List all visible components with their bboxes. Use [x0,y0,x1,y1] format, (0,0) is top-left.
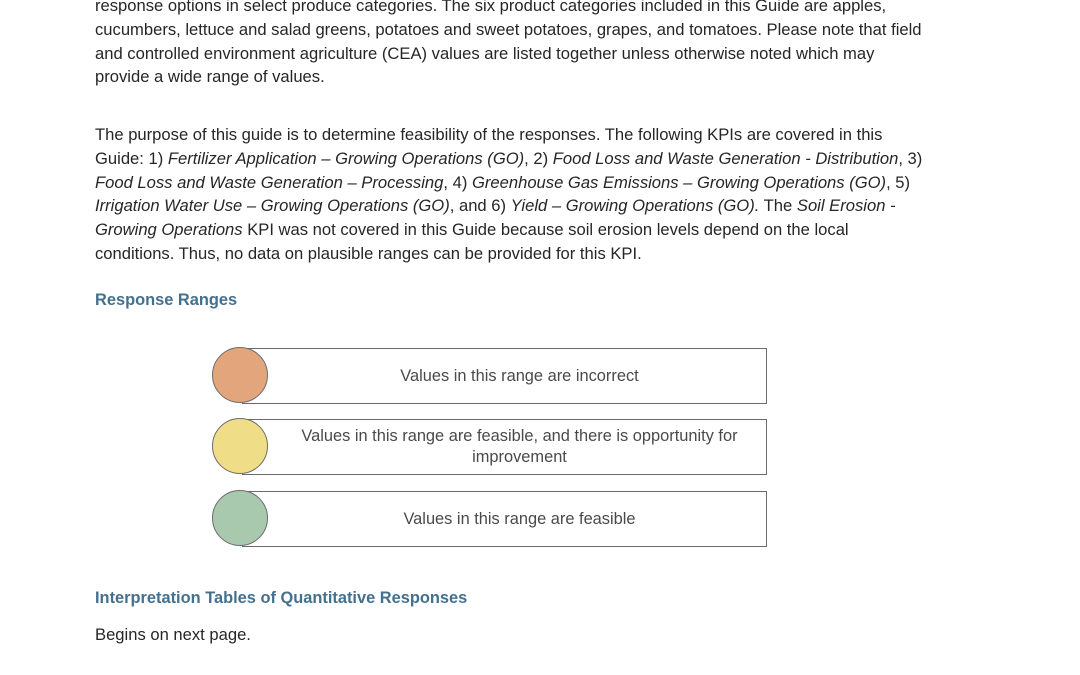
kpi-food-loss-processing: Food Loss and Waste Generation – Processing [95,172,444,192]
legend-row-incorrect [212,348,768,406]
legend-box [242,348,767,404]
purpose-text: , 2) [524,148,553,168]
intro-line: provide a wide range of values. [95,67,325,87]
purpose-text: , 4) [443,172,472,192]
intro-paragraph [95,0,995,89]
legend-label: Values in this range are incorrect [400,366,639,385]
intro-line: and controlled environment agriculture (CEA) values are listed together unless otherwise noted which may [95,43,875,63]
kpi-yield: Yield – Growing Operations (GO). [510,196,760,216]
kpi-food-loss-distribution: Food Loss and Waste Generation - Distribution [552,148,899,168]
begins-next-page-text: Begins on next page. [95,625,251,644]
kpi-soil-erosion-cont: Growing Operations [95,220,243,240]
purpose-text: , 3) [898,148,923,168]
green-circle-icon [212,490,268,546]
purpose-text: KPI was not covered in this Guide because soil erosion levels depend on the local [242,220,849,240]
purpose-text: , 5) [886,172,911,192]
purpose-paragraph [95,123,995,266]
legend-row-opportunity [212,419,768,477]
purpose-text: The [759,196,797,216]
legend-box [242,419,767,475]
purpose-text: , and 6) [449,196,511,216]
legend-label: Values in this range are feasible [403,509,636,528]
purpose-line [95,194,995,218]
legend-label: Values in this range are feasible, and there is opportunity for improvement [301,427,738,466]
intro-line: response options in select produce categories. The six product categories included in this Guide are apples, [95,0,887,15]
purpose-line: conditions. Thus, no data on plausible ranges can be provided for this KPI. [95,243,642,263]
yellow-circle-icon [212,418,268,474]
kpi-irrigation: Irrigation Water Use – Growing Operations (GO) [95,196,450,216]
purpose-line [95,218,995,242]
kpi-soil-erosion: Soil Erosion - [796,196,896,216]
legend-box [242,491,767,547]
kpi-fertilizer: Fertilizer Application – Growing Operations (GO) [167,148,525,168]
orange-circle-icon [212,347,268,403]
purpose-text: Guide: 1) [95,148,168,168]
purpose-line: The purpose of this guide is to determine feasibility of the responses. The following KPIs are covered in this [95,125,883,144]
response-ranges-heading: Response Ranges [95,291,238,309]
interpretation-heading: Interpretation Tables of Quantitative Responses [95,589,468,607]
intro-line: cucumbers, lettuce and salad greens, potatoes and sweet potatoes, grapes, and tomatoes. Please note that field [95,19,922,39]
legend-row-feasible [212,491,768,549]
purpose-line [95,171,995,195]
purpose-line [95,147,995,171]
kpi-ghg-emissions: Greenhouse Gas Emissions – Growing Operations (GO) [471,172,887,192]
